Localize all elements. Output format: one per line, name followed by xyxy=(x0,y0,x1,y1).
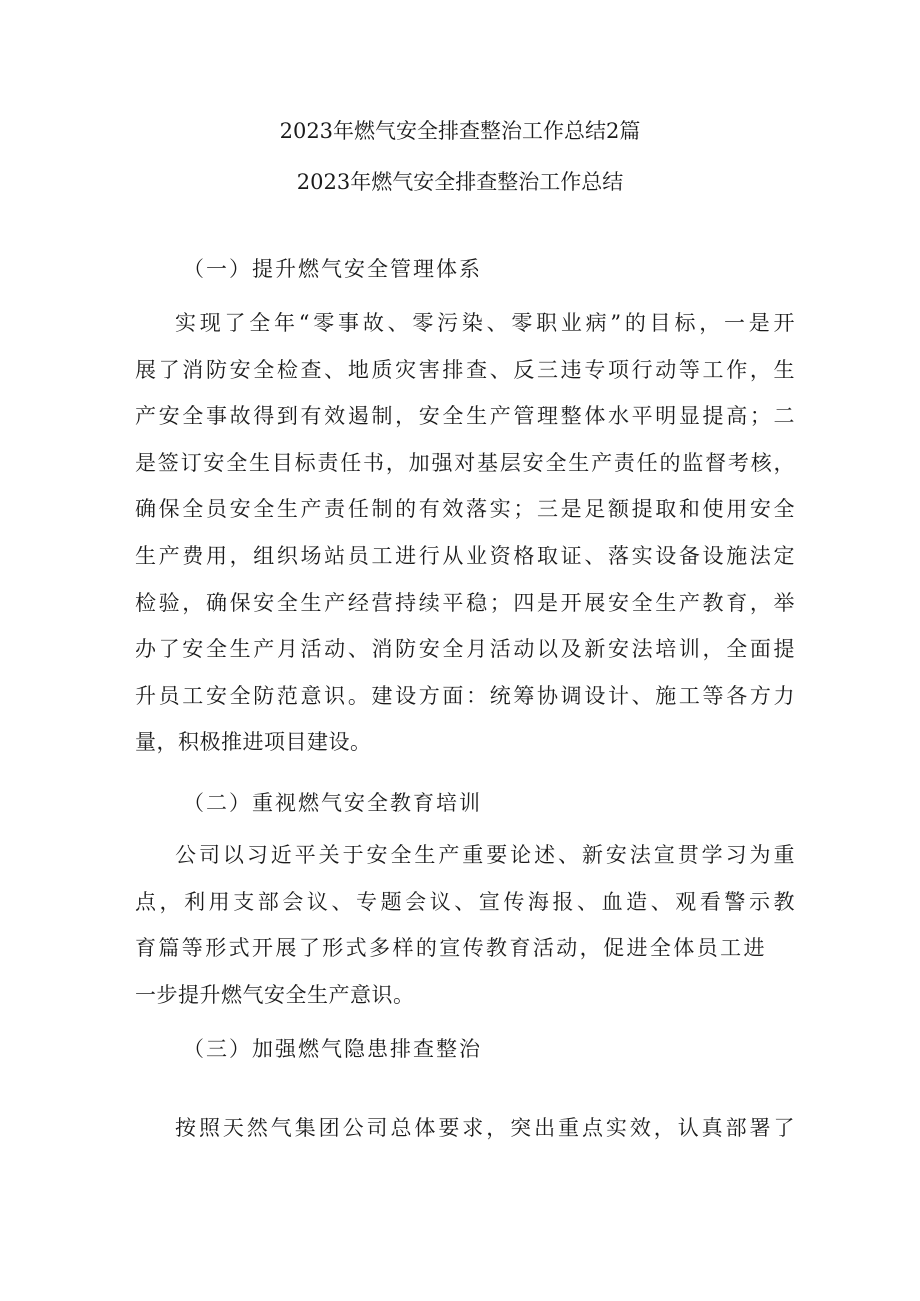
paragraph-line: 实现了全年“零事故、零污染、零职业病”的目标，一是开 xyxy=(175,311,795,335)
section-2-paragraph xyxy=(135,832,795,1018)
section-1-paragraph xyxy=(135,300,795,766)
paragraph-line: 量，积极推进项目建设。 xyxy=(135,730,372,755)
document-title: 2023年燃气安全排查整治工作总结2篇 xyxy=(279,119,641,143)
paragraph-line: 检验，确保安全生产经营持续平稳；四是开展安全生产教育，举 xyxy=(135,590,795,615)
paragraph-line: 点，利用支部会议、专题会议、宣传海报、血造、观看警示教 xyxy=(135,889,795,914)
section-heading-2: （二）重视燃气安全教育培训 xyxy=(183,791,482,815)
section-3-paragraph xyxy=(135,1105,795,1152)
paragraph-line: 升员工安全防范意识。建设方面：统筹协调设计、施工等各方力 xyxy=(135,683,795,708)
paragraph-line: 按照天然气集团公司总体要求，突出重点实效，认真部署了 xyxy=(175,1116,795,1140)
section-heading-3: （三）加强燃气隐患排查整治 xyxy=(183,1037,482,1061)
paragraph-line: 展了消防安全检查、地质灾害排查、反三违专项行动等工作，生 xyxy=(135,357,795,382)
paragraph-line: 一步提升燃气安全生产意识。 xyxy=(135,982,415,1007)
paragraph-line: 公司以习近平关于安全生产重要论述、新安法宣贯学习为重 xyxy=(175,843,795,867)
document-subtitle: 2023年燃气安全排查整治工作总结 xyxy=(296,170,624,194)
paragraph-line: 是签订安全生目标责任书，加强对基层安全生产责任的监督考核， xyxy=(135,450,795,475)
paragraph-line: 产安全事故得到有效遏制，安全生产管理整体水平明显提高；二 xyxy=(135,404,795,429)
paragraph-line: 生产费用，组织场站员工进行从业资格取证、落实设备设施法定 xyxy=(135,543,795,568)
paragraph-line: 确保全员安全生产责任制的有效落实；三是足额提取和使用安全 xyxy=(135,497,795,522)
paragraph-line: 办了安全生产月活动、消防安全月活动以及新安法培训，全面提 xyxy=(135,637,795,662)
section-heading-1: （一）提升燃气安全管理体系 xyxy=(183,257,482,281)
paragraph-line: 育篇等形式开展了形式多样的宣传教育活动，促进全体员工进 xyxy=(135,936,765,961)
